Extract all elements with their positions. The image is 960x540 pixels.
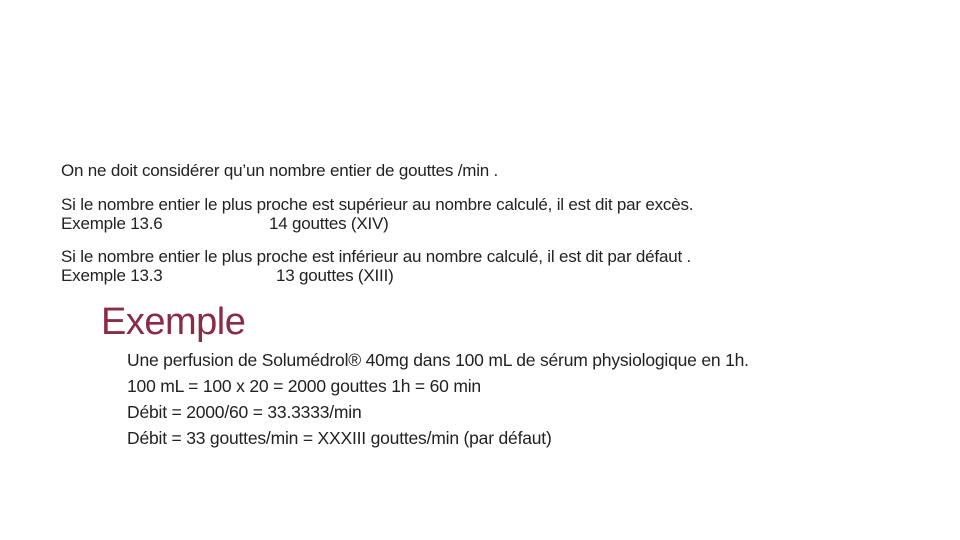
- exces-example-label: Exemple 13.6: [61, 214, 163, 233]
- intro-text: On ne doit considérer qu’un nombre entier de gouttes /min .: [61, 161, 499, 180]
- exces-paragraph: [61, 195, 693, 233]
- defaut-example: [61, 266, 691, 285]
- intro-paragraph: [61, 161, 498, 180]
- example-line-volume: 100 mL = 100 x 20 = 2000 gouttes 1h = 60 min: [127, 376, 481, 396]
- example-line-debit-calc: Débit = 2000/60 = 33.3333/min: [127, 402, 362, 422]
- defaut-text: Si le nombre entier le plus proche est inférieur au nombre calculé, il est dit par défaut .: [61, 247, 692, 266]
- exces-example-value: 14 gouttes (XIV): [269, 214, 389, 233]
- defaut-example-label: Exemple 13.3: [61, 266, 163, 285]
- exces-text: Si le nombre entier le plus proche est supérieur au nombre calculé, il est dit par excès.: [61, 195, 694, 214]
- example-line-statement: Une perfusion de Solumédrol® 40mg dans 100 mL de sérum physiologique en 1h.: [127, 350, 749, 370]
- example-heading: Exemple: [101, 301, 246, 343]
- exces-example: [61, 214, 693, 233]
- defaut-example-value: 13 gouttes (XIII): [276, 266, 394, 285]
- defaut-paragraph: [61, 247, 691, 285]
- example-line-debit-result: Débit = 33 gouttes/min = XXXIII gouttes/min (par défaut): [127, 428, 552, 448]
- example-block: [127, 347, 749, 451]
